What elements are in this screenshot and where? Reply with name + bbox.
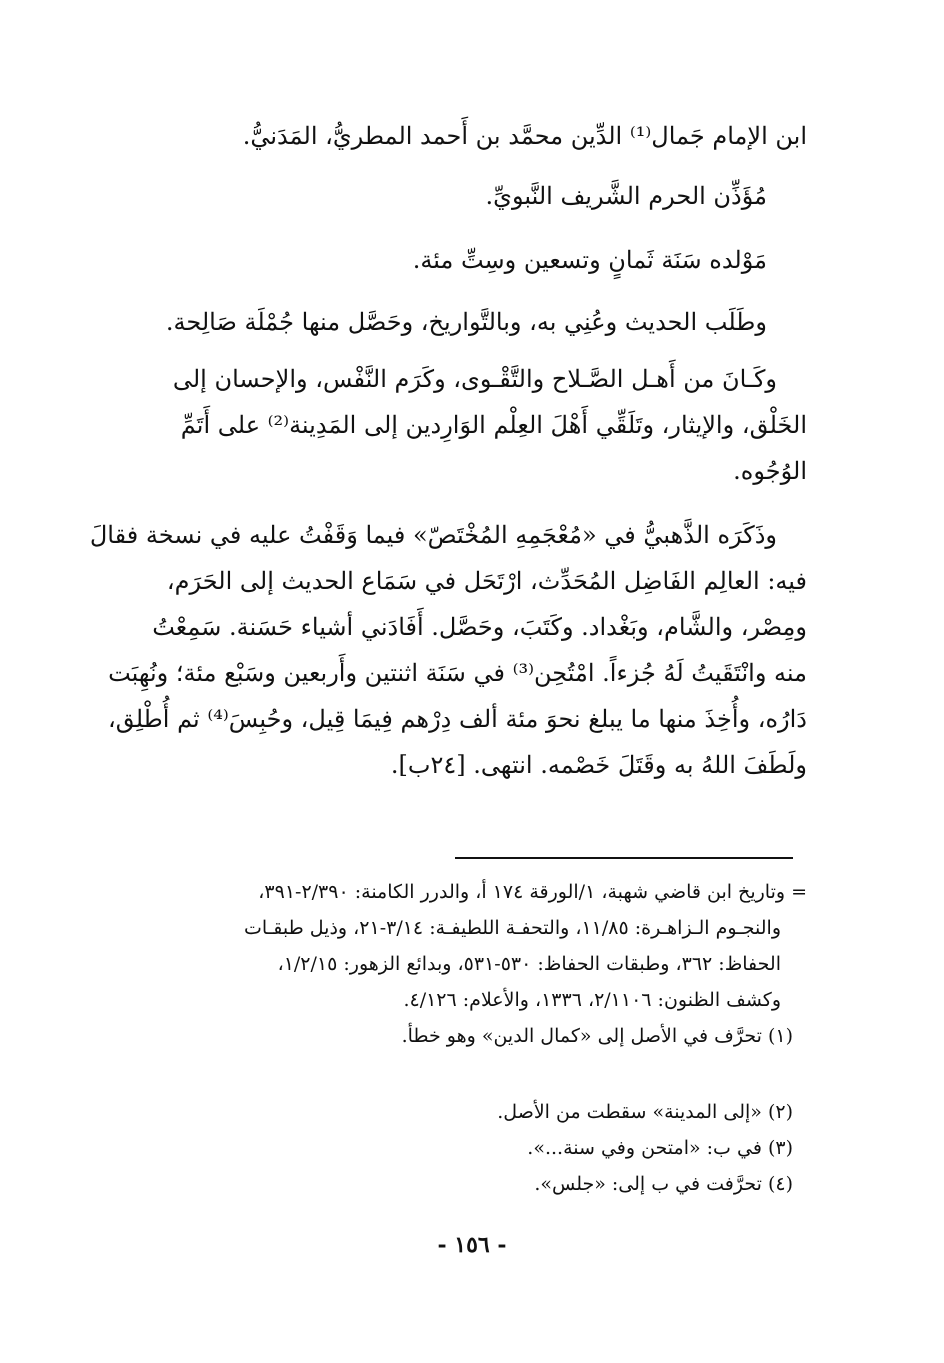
paragraph-muezzin: مُؤَذِّن الحرم الشَّريف النَّبويِّ. xyxy=(485,182,767,210)
page-number: - ١٥٦ - xyxy=(437,1232,507,1258)
footnote-continuation-line: وكشف الظنون: ٢/١١٠٦، ١٣٣٦، والأعلام: ٤/١٢٦. xyxy=(403,989,781,1011)
paragraph-line: الوُجُوه. xyxy=(733,457,807,485)
footnote-3: (٣) في ب: «امتحن وفي سنة...». xyxy=(527,1137,793,1159)
footnote-separator xyxy=(455,857,793,859)
paragraph-line: ومِصْر، والشَّام، وبَغْداد. وكَتَبَ، وحَصَّل. أَفَادَني أشياء حَسَنة. سَمِعْتُ xyxy=(152,613,807,641)
footnote-continuation-line: = وتاريخ ابن قاضي شهبة، ١/الورقة ١٧٤ أ، والدرر الكامنة: ٢/٣٩٠-٣٩١، xyxy=(258,881,807,903)
paragraph-dhahabi-quote xyxy=(89,512,807,788)
footnote-2: (٢) «إلى المدينة» سقطت من الأصل. xyxy=(497,1101,793,1123)
footnote-1: (١) تحرَّف في الأصل إلى «كمال الدين» وهو خطأ. xyxy=(401,1025,793,1047)
main-text-block xyxy=(135,112,807,160)
paragraph-character xyxy=(135,356,807,494)
paragraph-line: دَارُه، وأُخِذَ منها ما يبلغ نحوَ مئة ألف دِرْهم فِيمَا قِيل، وحُبِسَ⁽⁴⁾ ثم أُطْلِق، xyxy=(107,705,807,733)
footnote-4: (٤) تحرَّفت في ب إلى: «جلس». xyxy=(534,1173,793,1195)
paragraph-line: ولَطَفَ اللهُ به وقَتَلَ خَصْمه. انتهى. [٢٤ب]. xyxy=(390,751,807,779)
footnotes-block xyxy=(135,874,807,1054)
footnote-continuation-line: والنجـوم الـزاهـرة: ١١/٨٥، والتحفـة اللطيفـة: ٣/١٤-٢١، وذيل طبقـات xyxy=(244,917,781,939)
main-text-block-4 xyxy=(135,298,807,346)
paragraph-line: الخَلْق، والإيثار، وتَلَقِّي أَهْلَ العِلْم الوَارِدين إلى المَدِينة⁽²⁾ على أَتَمِّ xyxy=(180,411,807,439)
paragraph-line: وذَكَرَه الذَّهبيُّ في «مُعْجَمِهِ المُخْتَصّ» فيما وَقَفْتُ عليه في نسخة فقالَ xyxy=(89,521,777,549)
footnote-continuation-line: الحفاظ: ٣٦٢، وطبقات الحفاظ: ٥٣٠-٥٣١، وبدائع الزهور: ١/٢/١٥، xyxy=(277,953,781,975)
main-text-block-2 xyxy=(135,172,807,220)
footnotes-block-2 xyxy=(135,1094,807,1202)
paragraph-hadith-study: وطَلَب الحديث وعُنِي به، وبالتَّواريخ، وحَصَّل منها جُمْلَة صَالِحة. xyxy=(165,308,767,336)
main-text-block-3 xyxy=(135,236,807,284)
paragraph-line: منه وانْتَقَيتُ لَهُ جُزءاً. امْتُحِن⁽³⁾ في سَنَة اثنتين وأَربعين وسَبْع مئة؛ ونُهِبَت xyxy=(108,659,807,687)
paragraph-line: وكَـانَ من أَهـل الصَّـلاح والتَّقْـوى، وكَرَم النَّفْس، والإحسان إلى xyxy=(172,365,777,393)
paragraph-birth: مَوْلده سَنَة ثَمانٍ وتسعين وسِتِّ مئة. xyxy=(412,246,767,274)
paragraph-line: فيه: العالِم الفَاضِل المُحَدِّث، ارْتَحَل في سَمَاع الحديث إلى الحَرَم، xyxy=(166,567,807,595)
paragraph-name-line: ابن الإمام جَمال⁽¹⁾ الدِّين محمَّد بن أَحمد المطريُّ، المَدَنيُّ. xyxy=(242,122,807,150)
